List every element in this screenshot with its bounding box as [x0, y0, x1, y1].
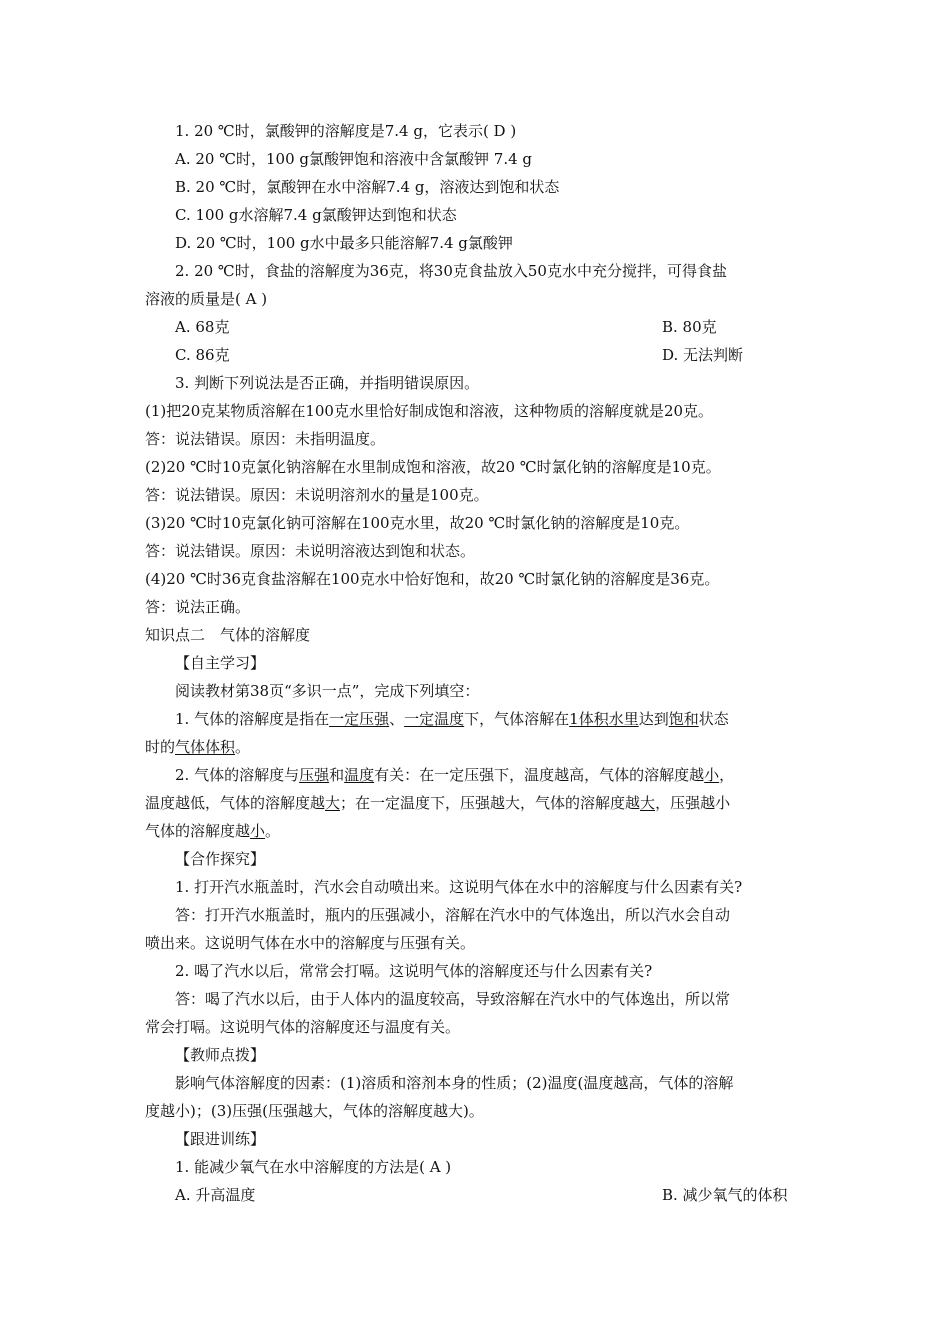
- q3-statement-1: (1)把20克某物质溶解在100克水里恰好制成饱和溶液，这种物质的溶解度就是20克。: [145, 402, 714, 420]
- q3-stem: 3. 判断下列说法是否正确，并指明错误原因。: [175, 374, 480, 392]
- answer-blank: 一定压强: [329, 710, 390, 728]
- q2-option-a: A. 68克: [175, 318, 230, 336]
- fill-in-1-line2: [145, 733, 825, 761]
- answer-blank: 一定温度: [404, 710, 465, 728]
- answer-blank: 1体积水里: [569, 710, 639, 728]
- text-segment: 时的: [145, 738, 176, 756]
- fill-in-1-line1: [175, 705, 855, 733]
- text-segment: 达到: [638, 710, 669, 728]
- text-segment: 。: [235, 738, 251, 756]
- self-study-heading: 【自主学习】: [175, 654, 266, 672]
- q2-stem-line1: 2. 20 ℃时，食盐的溶解度为36克，将30克食盐放入50克水中充分搅拌，可得食盐: [175, 262, 727, 280]
- q3-answer-1: 答：说法错误。原因：未指明温度。: [145, 430, 386, 448]
- text-segment: ；在一定温度下，压强越大，气体的溶解度越: [340, 794, 641, 812]
- answer-blank: 大: [325, 794, 341, 812]
- q3-statement-4: (4)20 ℃时36克食盐溶解在100克水中恰好饱和，故20 ℃时氯化钠的溶解度是36克。: [145, 570, 720, 588]
- text-segment: 。: [265, 822, 281, 840]
- q3-answer-2: 答：说法错误。原因：未说明溶剂水的量是100克。: [145, 486, 489, 504]
- fill-in-2-line2: [145, 789, 825, 817]
- q1-option-d: D. 20 ℃时，100 g水中最多只能溶解7.4 g氯酸钾: [175, 234, 513, 252]
- text-segment: 和: [329, 766, 345, 784]
- inquiry-answer-1-line2: 喷出来。这说明气体在水中的溶解度与压强有关。: [145, 934, 476, 952]
- answer-blank: 气体体积: [175, 738, 236, 756]
- answer-blank: 温度: [344, 766, 375, 784]
- text-segment: 、: [389, 710, 405, 728]
- practice-options-row1: [175, 1181, 855, 1209]
- practice-question-1: 1. 能减少氧气在水中溶解度的方法是( A ): [175, 1158, 452, 1176]
- q3-statement-3: (3)20 ℃时10克氯化钠可溶解在100克水里，故20 ℃时氯化钠的溶解度是10克。: [145, 514, 690, 532]
- fill-in-2-line1: [175, 761, 855, 789]
- inquiry-answer-1-line1: 答：打开汽水瓶盖时，瓶内的压强减小，溶解在汽水中的气体逸出，所以汽水会自动: [175, 906, 731, 924]
- follow-up-practice-heading: 【跟进训练】: [175, 1130, 266, 1148]
- teacher-guidance-line2: 度越小)；(3)压强(压强越大，气体的溶解度越大)。: [145, 1102, 484, 1120]
- q1-option-b: B. 20 ℃时，氯酸钾在水中溶解7.4 g，溶液达到饱和状态: [175, 178, 560, 196]
- inquiry-answer-2-line1: 答：喝了汽水以后，由于人体内的温度较高，导致溶解在汽水中的气体逸出，所以常: [175, 990, 731, 1008]
- text-segment: 下，气体溶解在: [464, 710, 570, 728]
- practice-option-a: A. 升高温度: [175, 1186, 256, 1204]
- q2-options-row1: [175, 313, 855, 341]
- q2-option-c: C. 86克: [175, 346, 230, 364]
- inquiry-answer-2-line2: 常会打嗝。这说明气体的溶解度还与温度有关。: [145, 1018, 461, 1036]
- answer-blank: 大: [640, 794, 656, 812]
- answer-blank: 小: [250, 822, 266, 840]
- q2-option-d: D. 无法判断: [662, 346, 744, 364]
- teacher-guidance-line1: 影响气体溶解度的因素：(1)溶质和溶剂本身的性质；(2)温度(温度越高，气体的溶解: [175, 1074, 734, 1092]
- answer-blank: 压强: [299, 766, 330, 784]
- text-segment: 2. 气体的溶解度与: [175, 766, 300, 784]
- text-segment: ，: [719, 766, 735, 784]
- inquiry-question-1: 1. 打开汽水瓶盖时，汽水会自动喷出来。这说明气体在水中的溶解度与什么因素有关?: [175, 878, 743, 896]
- practice-option-b: B. 减少氧气的体积: [662, 1186, 788, 1204]
- q1-stem: 1. 20 ℃时，氯酸钾的溶解度是7.4 g，它表示( D ): [175, 122, 517, 140]
- answer-blank: 饱和: [668, 710, 699, 728]
- q3-answer-4: 答：说法正确。: [145, 598, 251, 616]
- q3-statement-2: (2)20 ℃时10克氯化钠溶解在水里制成饱和溶液，故20 ℃时氯化钠的溶解度是10克。: [145, 458, 721, 476]
- text-segment: 气体的溶解度越: [145, 822, 251, 840]
- text-segment: 温度越低，气体的溶解度越: [145, 794, 326, 812]
- answer-blank: 小: [704, 766, 720, 784]
- fill-in-2-line3: [145, 817, 825, 845]
- q2-stem-line2: 溶液的质量是( A ): [145, 290, 268, 308]
- q1-option-a: A. 20 ℃时，100 g氯酸钾饱和溶液中含氯酸钾 7.4 g: [175, 150, 532, 168]
- q3-answer-3: 答：说法错误。原因：未说明溶液达到饱和状态。: [145, 542, 476, 560]
- section-title: 知识点二 气体的溶解度: [145, 626, 311, 644]
- text-segment: 有关：在一定压强下，温度越高，气体的溶解度越: [374, 766, 705, 784]
- q1-option-c: C. 100 g水溶解7.4 g氯酸钾达到饱和状态: [175, 206, 457, 224]
- cooperative-inquiry-heading: 【合作探究】: [175, 850, 266, 868]
- inquiry-question-2: 2. 喝了汽水以后，常常会打嗝。这说明气体的溶解度还与什么因素有关?: [175, 962, 653, 980]
- q2-options-row2: [175, 341, 855, 369]
- q2-option-b: B. 80克: [662, 318, 717, 336]
- text-segment: 状态: [698, 710, 729, 728]
- reading-instruction: 阅读教材第38页“多识一点”，完成下列填空：: [175, 682, 480, 700]
- text-segment: ，压强越小: [655, 794, 731, 812]
- text-segment: 1. 气体的溶解度是指在: [175, 710, 330, 728]
- teacher-guidance-heading: 【教师点拨】: [175, 1046, 266, 1064]
